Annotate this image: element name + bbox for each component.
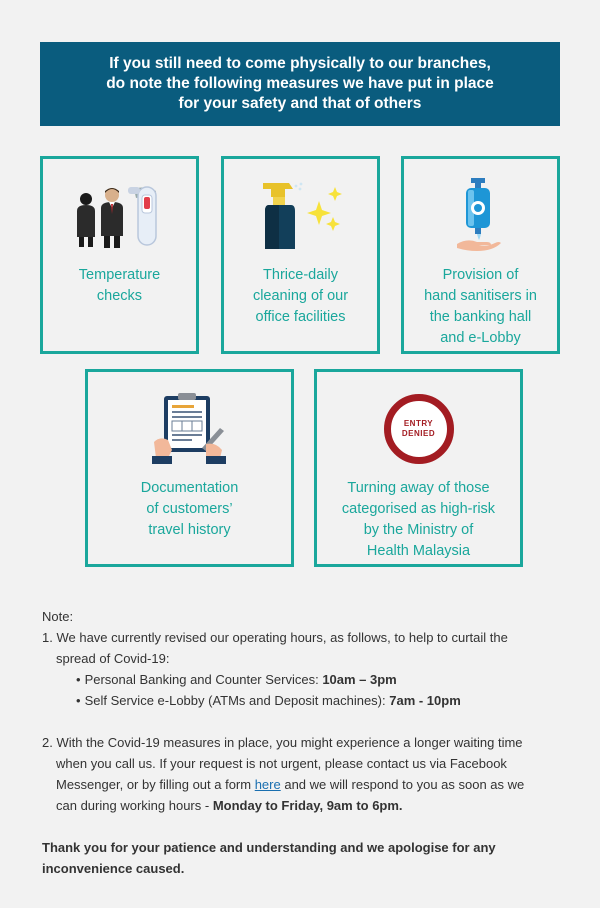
note-text: can during working hours - — [56, 798, 213, 813]
card-label — [253, 265, 348, 328]
note-number: 1. — [42, 630, 53, 645]
note-text-line — [42, 774, 562, 795]
banner-line-3: for your safety and that of others — [178, 95, 422, 112]
card-label-line: and e-Lobby — [440, 330, 521, 346]
clipboard-form-icon — [150, 388, 230, 470]
spray-bottle-icon — [255, 175, 347, 257]
measure-card-temperature — [40, 156, 199, 354]
card-label-line: travel history — [148, 522, 231, 538]
form-link[interactable]: here — [254, 777, 281, 792]
note-text: spread of Covid-19: — [56, 651, 170, 666]
measure-card-sanitiser — [401, 156, 560, 354]
card-label-line: Turning away of those — [347, 480, 490, 496]
note-text: and we will respond to you as soon as we — [280, 777, 525, 792]
working-hours: Monday to Friday, 9am to 6pm. — [212, 798, 403, 813]
banner-line-2: do note the following measures we have put in place — [106, 75, 494, 92]
notes-section — [42, 606, 562, 879]
note-text: Messenger, or by filling out a form — [56, 777, 255, 792]
entry-denied-badge-line1: ENTRY — [403, 419, 434, 428]
hours-item — [76, 690, 562, 711]
note-text: With the Covid-19 measures in place, you might experience a longer waiting time — [56, 735, 523, 750]
card-label — [141, 478, 239, 541]
info-banner — [40, 42, 560, 126]
card-label-line: categorised as high-risk — [341, 501, 496, 517]
note-text: when you call us. If your request is not urgent, please contact us via Facebook — [56, 756, 507, 771]
notes-heading: Note: — [42, 609, 74, 624]
measure-card-documentation — [85, 369, 294, 567]
hours-list — [42, 669, 562, 711]
card-label-line: Temperature — [78, 267, 161, 283]
card-label-line: of customers’ — [146, 501, 233, 517]
card-label — [342, 478, 495, 562]
thanks-line: inconvenience caused. — [42, 861, 185, 876]
card-label-line: the banking hall — [429, 309, 532, 325]
card-label-line: office facilities — [255, 309, 346, 325]
card-label — [424, 265, 537, 349]
measure-card-entry-denied — [314, 369, 523, 567]
card-label-line: by the Ministry of — [363, 522, 474, 538]
thermometer-scan-icon — [74, 175, 166, 257]
card-label-line: cleaning of our — [252, 288, 349, 304]
thanks-message — [42, 837, 562, 879]
card-label-line: checks — [96, 288, 143, 304]
card-label-line: Documentation — [140, 480, 239, 496]
hand-sanitiser-icon — [451, 175, 511, 257]
note-text-line — [42, 795, 562, 816]
card-label-line: Health Malaysia — [366, 543, 471, 559]
note-item-2 — [42, 732, 562, 753]
measure-card-cleaning — [221, 156, 380, 354]
card-label-line: Provision of — [442, 267, 519, 283]
hours-value: 10am – 3pm — [322, 672, 397, 687]
entry-denied-badge-line2: DENIED — [401, 429, 436, 438]
card-label — [79, 265, 160, 307]
card-label-line: Thrice-daily — [263, 267, 338, 283]
banner-line-1: If you still need to come physically to our branches, — [109, 55, 491, 72]
hours-value: 7am - 10pm — [389, 693, 461, 708]
note-number: 2. — [42, 735, 53, 750]
note-text: We have currently revised our operating hours, as follows, to help to curtail the — [56, 630, 508, 645]
entry-denied-icon — [384, 388, 454, 470]
card-label-line: hand sanitisers in — [424, 288, 537, 304]
note-item-1 — [42, 627, 562, 648]
hours-label: Self Service e-Lobby (ATMs and Deposit machines): — [84, 693, 390, 708]
hours-item — [76, 669, 562, 690]
thanks-line: Thank you for your patience and understanding and we apologise for any — [42, 840, 496, 855]
hours-label: Personal Banking and Counter Services: — [84, 672, 323, 687]
